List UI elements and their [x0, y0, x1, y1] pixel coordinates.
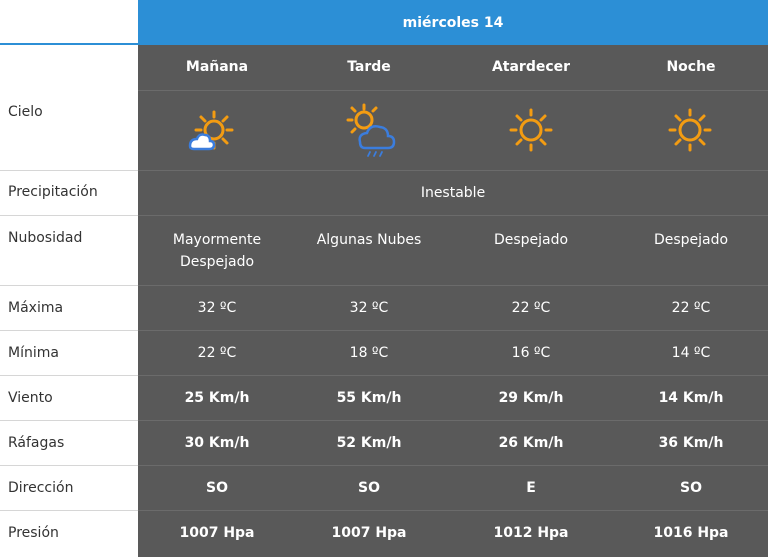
left-divider [0, 285, 138, 286]
row-divider [138, 330, 768, 331]
cloudiness-line: Algunas Nubes [316, 232, 422, 248]
row-labels-column [0, 0, 138, 557]
wind-tarde: 55 Km/h [336, 390, 402, 406]
sun-icon [501, 100, 561, 160]
label-nubosidad: Nubosidad [8, 230, 83, 246]
pressure-manana: 1007 Hpa [179, 525, 255, 541]
max-temp-noche: 22 ºC [671, 300, 711, 316]
row-divider [138, 170, 768, 171]
wind-atardecer: 29 Km/h [498, 390, 564, 406]
gusts-tarde: 52 Km/h [336, 435, 402, 451]
left-divider [0, 330, 138, 331]
label-precipitacion: Precipitación [8, 184, 98, 200]
row-divider [138, 420, 768, 421]
pressure-noche: 1016 Hpa [653, 525, 729, 541]
day-header: miércoles 14 [138, 0, 768, 45]
direction-manana: SO [206, 480, 228, 496]
max-temp-tarde: 32 ºC [349, 300, 389, 316]
pressure-atardecer: 1012 Hpa [493, 525, 569, 541]
period-header-manana: Mañana [185, 59, 249, 75]
row-divider [138, 375, 768, 376]
cloudiness-noche [612, 229, 768, 251]
direction-atardecer: E [526, 480, 536, 496]
min-temp-noche: 14 ºC [671, 345, 711, 361]
row-divider [138, 215, 768, 216]
gusts-manana: 30 Km/h [184, 435, 250, 451]
label-minima: Mínima [8, 345, 59, 361]
left-divider [0, 375, 138, 376]
left-divider [0, 215, 138, 216]
precipitation-value: Inestable [420, 185, 486, 201]
cloudiness-line: Despejado [179, 254, 255, 270]
wind-manana: 25 Km/h [184, 390, 250, 406]
period-header-tarde: Tarde [347, 59, 391, 75]
gusts-noche: 36 Km/h [658, 435, 724, 451]
period-header-noche: Noche [666, 59, 716, 75]
forecast-panel [138, 0, 768, 557]
min-temp-atardecer: 16 ºC [511, 345, 551, 361]
row-divider [138, 465, 768, 466]
max-temp-manana: 32 ºC [197, 300, 237, 316]
label-rafagas: Ráfagas [8, 435, 65, 451]
label-maxima: Máxima [8, 300, 64, 316]
max-temp-atardecer: 22 ºC [511, 300, 551, 316]
left-divider [0, 465, 138, 466]
label-cielo: Cielo [8, 104, 43, 120]
label-direccion: Dirección [8, 480, 74, 496]
cloudiness-line: Despejado [653, 232, 729, 248]
direction-tarde: SO [358, 480, 380, 496]
gusts-atardecer: 26 Km/h [498, 435, 564, 451]
label-presion: Presión [8, 525, 59, 541]
cloudiness-line: Mayormente [172, 232, 262, 248]
row-divider [138, 285, 768, 286]
cloudiness-atardecer [452, 229, 610, 251]
pressure-tarde: 1007 Hpa [331, 525, 407, 541]
row-divider [138, 510, 768, 511]
min-temp-tarde: 18 ºC [349, 345, 389, 361]
rain-cloud-sun-icon [340, 102, 400, 162]
min-temp-manana: 22 ºC [197, 345, 237, 361]
cloudiness-line: Despejado [493, 232, 569, 248]
left-header-blank [0, 0, 138, 45]
direction-noche: SO [680, 480, 702, 496]
row-divider [138, 90, 768, 91]
cloudiness-manana [138, 229, 296, 273]
cloudiness-tarde [290, 229, 448, 251]
label-viento: Viento [8, 390, 53, 406]
period-header-atardecer: Atardecer [491, 59, 571, 75]
left-divider [0, 510, 138, 511]
left-divider [0, 170, 138, 171]
wind-noche: 14 Km/h [658, 390, 724, 406]
partly-cloudy-icon [182, 104, 242, 164]
left-divider [0, 420, 138, 421]
sun-icon [660, 100, 720, 160]
